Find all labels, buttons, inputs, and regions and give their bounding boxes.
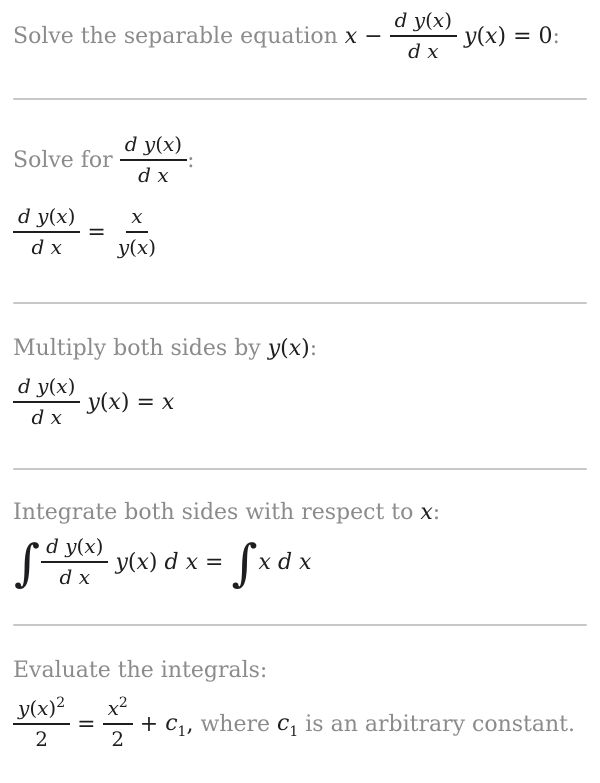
integral-sign: ∫ [231,534,258,592]
equals-sign: = [87,220,106,245]
label-math: x [420,500,433,525]
equation [13,204,587,262]
step-statement [13,8,587,66]
constant-base: c [165,711,178,736]
fraction-lhs [13,204,80,262]
label-colon: : [432,500,441,525]
step-label-line [13,656,587,686]
numerator-base: y(x) [18,696,57,720]
solution-step-4 [0,470,600,624]
label-colon: : [309,336,318,361]
fraction-rhs [103,696,133,754]
where-text: where [193,712,278,737]
solution-step-1 [0,0,600,98]
comma: , [186,712,194,737]
math-tail: y(x) = 0 [464,24,553,49]
fraction-denominator: 2 [35,727,48,751]
fraction-denominator: d x [408,39,439,63]
equation [13,374,587,432]
fraction-lhs [13,696,70,754]
solution-step-5 [0,626,600,783]
tail-text: is an arbitrary constant. [298,712,576,737]
step-label: Multiply both sides by [13,336,268,361]
fraction-denominator: y(x) [117,235,157,259]
equals-sign: = [77,712,96,737]
subscript: 1 [289,724,299,740]
label-math: y(x) [267,336,310,361]
step-label-line [13,132,587,190]
step-label-line [13,498,587,528]
equation [13,534,587,592]
step-label: Solve for [13,148,120,173]
fraction-numerator [103,696,133,725]
constant-base: c [277,711,290,736]
fraction-numerator: d y(x) [390,8,457,37]
label-colon: : [187,148,195,173]
math-tail: x d x [258,550,312,575]
fraction-dydx [390,8,457,66]
fraction-dydx [13,374,80,432]
fraction-dydx [41,534,108,592]
fraction-denominator: d x [31,405,62,429]
label-colon: : [552,24,560,49]
math-tail: y(x) = x [87,390,175,415]
numerator-base: x [107,696,119,720]
fraction-rhs [113,204,161,262]
fraction-denominator: d x [31,235,62,259]
fraction-numerator: d y(x) [41,534,108,563]
integral-sign: ∫ [14,534,41,592]
fraction-numerator [13,696,70,725]
fraction-numerator: d y(x) [13,204,80,233]
math-mid: y(x) d x = [115,550,224,575]
fraction-numerator: d y(x) [120,132,187,161]
step-label: Evaluate the integrals: [13,658,268,683]
fraction-denominator: d x [138,163,169,187]
fraction-numerator: d y(x) [13,374,80,403]
fraction-numerator: x [126,204,147,233]
solution-step-2 [0,100,600,302]
fraction-denominator: d x [59,565,90,589]
constant-c1 [165,709,186,741]
plus-sign: + [139,712,159,737]
subscript: 1 [177,724,187,740]
equation [13,696,587,754]
superscript: 2 [56,695,66,711]
fraction-denominator: 2 [111,727,125,751]
solution-step-3 [0,304,600,468]
step-label-line [13,334,587,364]
constant-c1 [277,709,298,741]
superscript: 2 [118,695,128,711]
step-label: Solve the separable equation [13,24,345,49]
fraction-dydx [120,132,187,190]
step-label: Integrate both sides with respect to [13,500,421,525]
math-lead: x − [344,24,383,49]
